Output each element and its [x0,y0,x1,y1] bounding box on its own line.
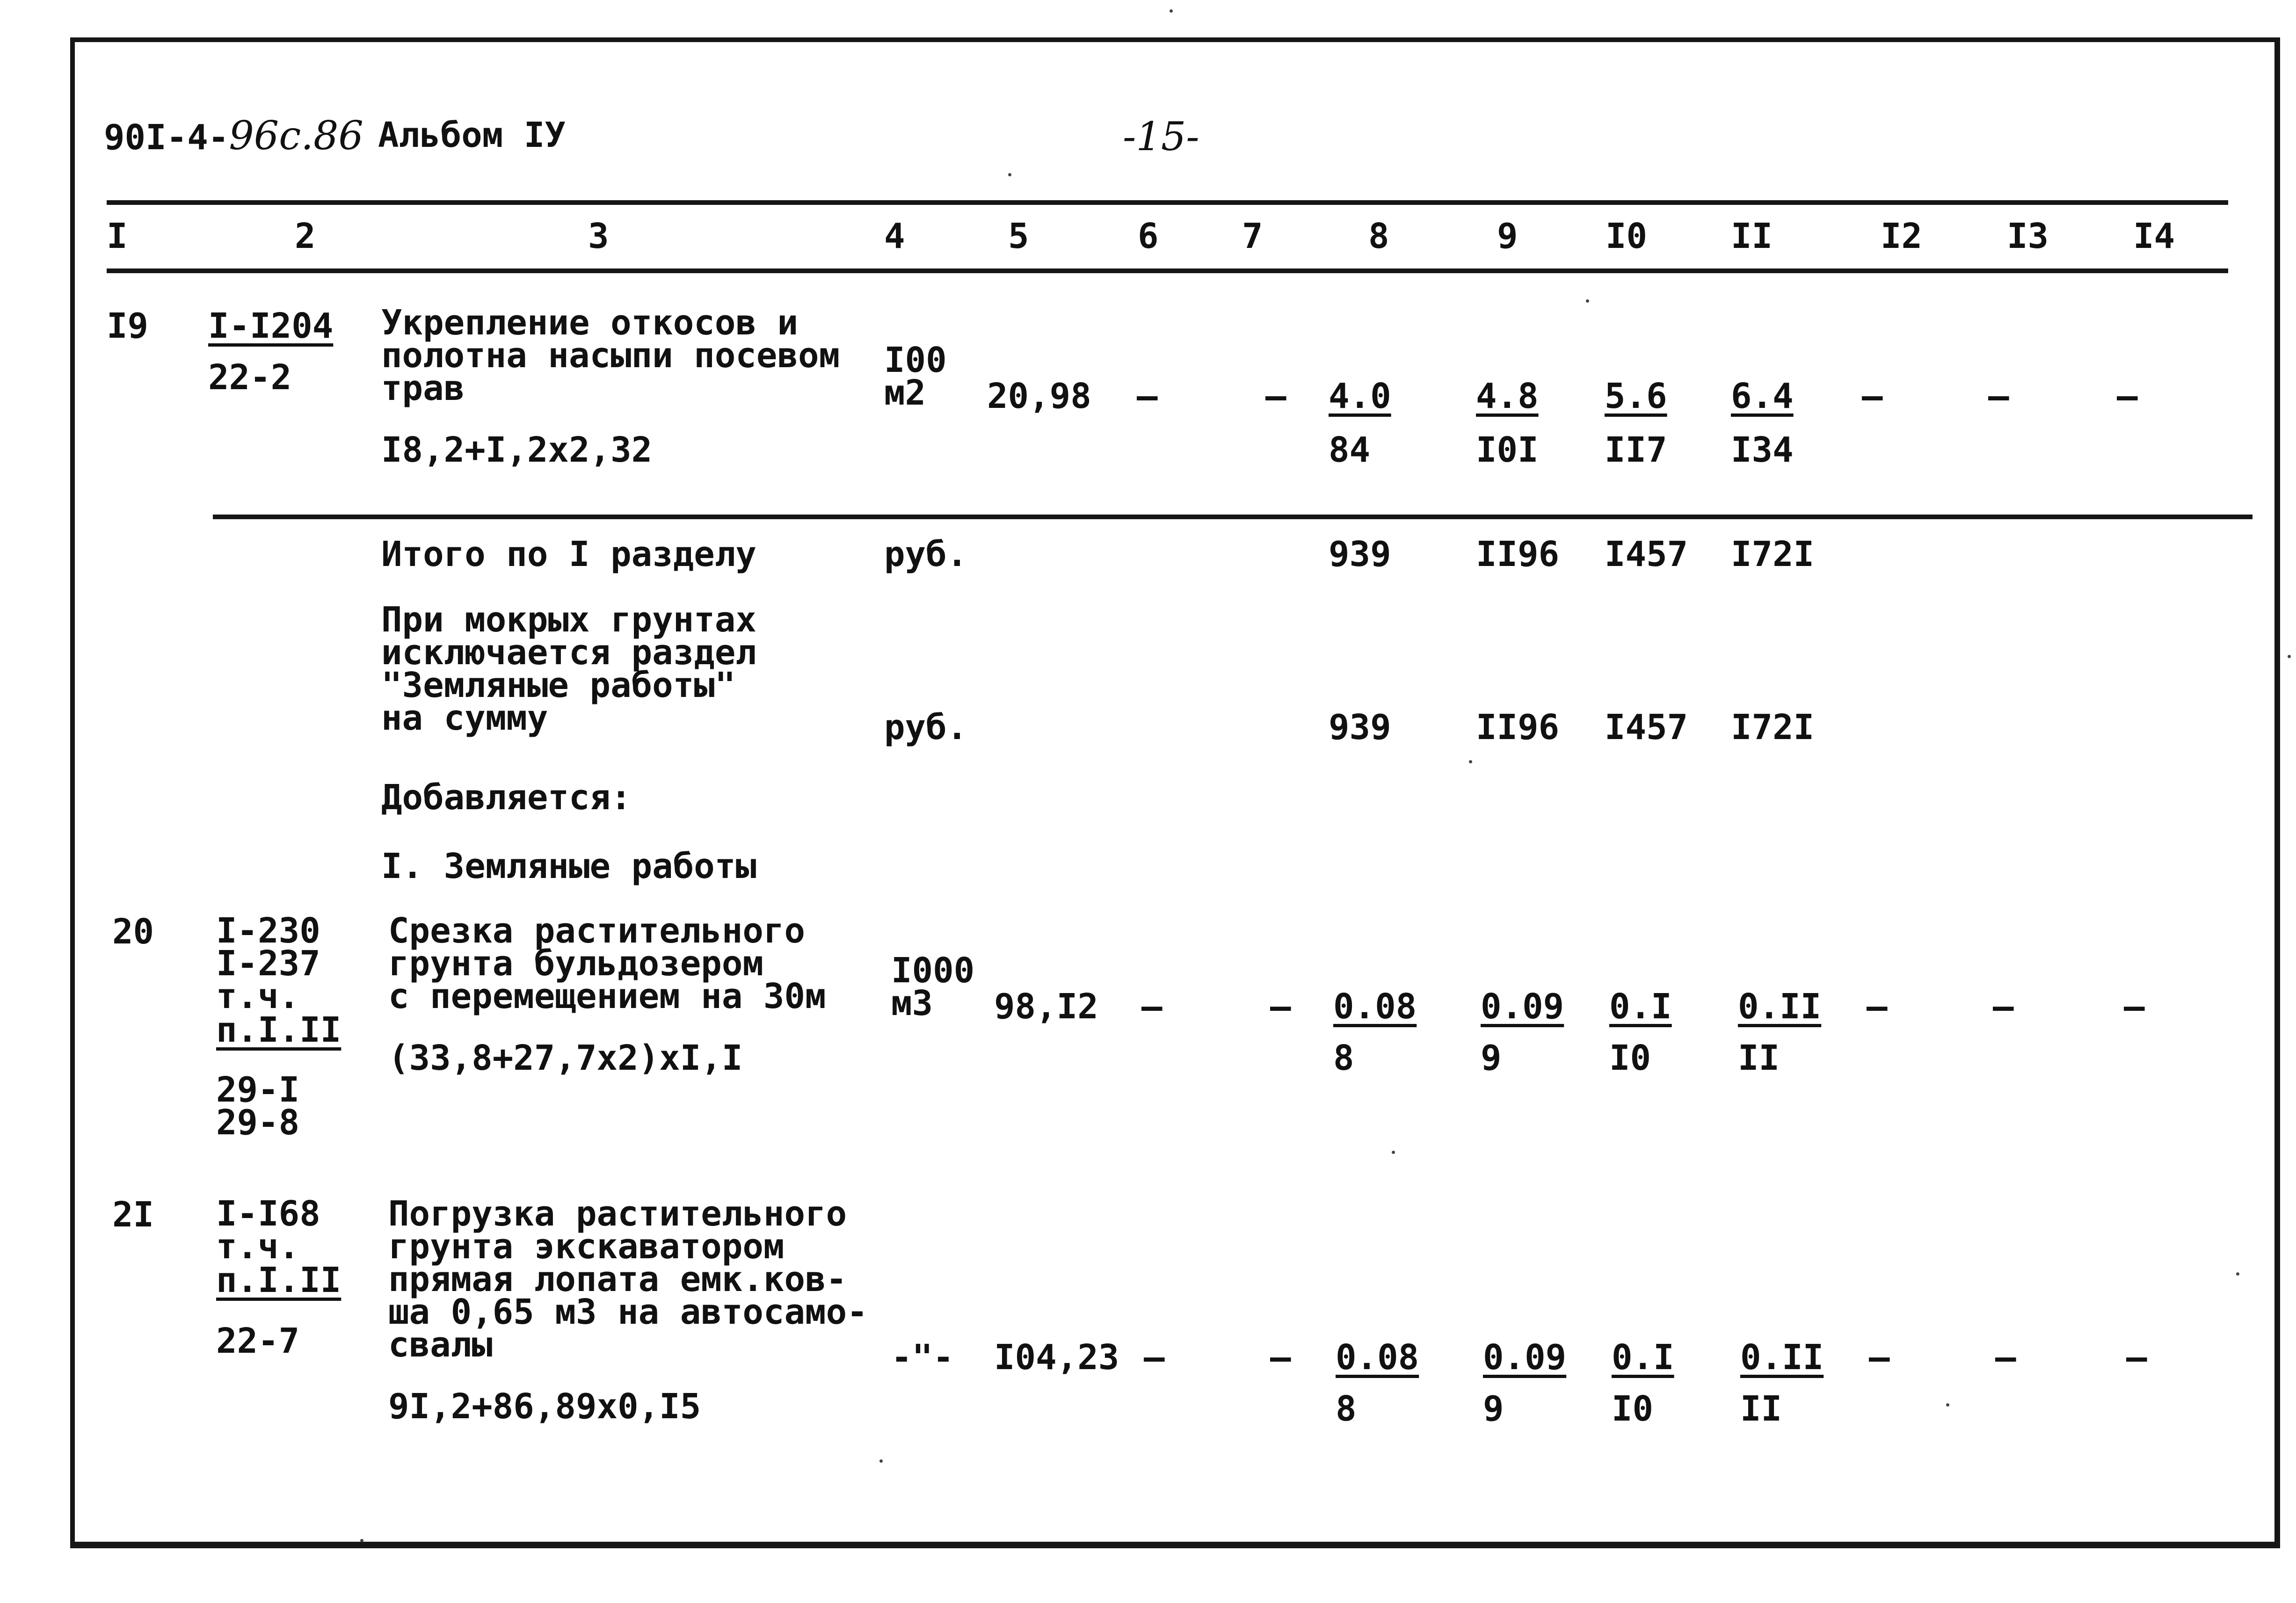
total-col11: I72I [1731,534,1815,574]
total-col10: I457 [1605,534,1688,574]
page-number: -15- [1123,114,1199,160]
header-rule-bottom [107,268,2228,273]
norm-code: I-230 I-237 т.ч. [216,911,320,1016]
work-description: Срезка растительного грунта бульдозером с перемещением на 30м [388,911,826,1016]
col9-top: 0.09 [1483,1337,1567,1378]
col10-bottom: II7 [1605,430,1667,470]
col11-bottom: I34 [1731,430,1794,470]
doc-code: 90I-4-96с.86 [104,113,363,159]
col-header-6: 6 [1138,216,1159,256]
added-label: Добавляется: [381,777,632,818]
wet-soil-col10: I457 [1605,707,1688,747]
col-header-3: 3 [588,216,609,256]
col10-bottom: I0 [1612,1389,1654,1429]
work-description: Укрепление откосов и полотна насыпи посевом трав [381,303,840,408]
col11-top: 0.II [1738,986,1822,1027]
row-number: 20 [112,912,154,952]
col8-top: 4.0 [1329,376,1391,416]
col-header-2: 2 [295,216,316,256]
col10-top: 0.I [1609,986,1672,1027]
col11-bottom: II [1738,1038,1780,1078]
total-unit: руб. [884,534,968,574]
total-col9: II96 [1476,534,1560,574]
total-col8: 939 [1329,534,1391,574]
col9-bottom: 9 [1481,1038,1502,1078]
col-header-14: I4 [2133,216,2175,256]
norm-code-2: 22-7 [216,1321,300,1361]
row-number: 2I [112,1195,154,1235]
col8-top: 0.08 [1336,1337,1419,1378]
col8-bottom: 8 [1333,1038,1354,1078]
album-label: Альбом IУ [378,115,566,155]
unit-price: I04,23 [994,1337,1119,1378]
col6-value: – [1141,986,1163,1027]
volume-formula: 9I,2+86,89х0,I5 [388,1386,701,1427]
header-rule-top [107,200,2228,205]
volume-formula: (33,8+27,7х2)хI,I [388,1038,743,1078]
wet-soil-unit: руб. [884,707,968,747]
col7-value: – [1270,1337,1291,1378]
col-header-1: I [107,216,128,256]
norm-code: I-I68 т.ч. [216,1194,320,1267]
col-header-5: 5 [1008,216,1029,256]
norm-code-section: п.I.II [216,1010,341,1050]
section-title: I. Земляные работы [381,846,756,886]
unit-price: 20,98 [987,376,1091,416]
col12-value: – [1867,986,1888,1027]
wet-soil-col11: I72I [1731,707,1815,747]
col6-value: – [1137,376,1158,416]
col13-value: – [1993,986,2014,1027]
col13-value: – [1988,376,2009,416]
col9-bottom: 9 [1483,1389,1504,1429]
unit: I000 м3 [891,950,975,1023]
norm-code-section: п.I.II [216,1260,341,1300]
col11-top: 6.4 [1731,376,1794,416]
col8-bottom: 8 [1336,1389,1357,1429]
col9-top: 0.09 [1481,986,1564,1027]
total-label: Итого по I разделу [381,534,756,574]
unit: I00 м2 [884,340,947,413]
unit-price: 98,I2 [994,986,1098,1027]
col12-value: – [1869,1337,1890,1378]
col9-top: 4.8 [1476,376,1539,416]
col14-value: – [2126,1337,2147,1378]
col-header-8: 8 [1368,216,1389,256]
col11-bottom: II [1740,1389,1782,1429]
col-header-7: 7 [1242,216,1263,256]
col10-bottom: I0 [1609,1038,1651,1078]
col-header-13: I3 [2007,216,2049,256]
volume-formula: I8,2+I,2х2,32 [381,430,653,470]
col11-top: 0.II [1740,1337,1824,1378]
unit: -"- [891,1337,954,1378]
wet-soil-text: При мокрых грунтах исключается раздел "Земляные работы" на сумму [381,600,756,738]
col6-value: – [1144,1337,1165,1378]
col13-value: – [1995,1337,2016,1378]
col10-top: 0.I [1612,1337,1674,1378]
col8-top: 0.08 [1333,986,1417,1027]
col-header-11: II [1731,216,1773,256]
work-description: Погрузка растительного грунта экскаватором прямая лопата емк.ков- ша 0,65 м3 на автосамо- свалы [388,1194,868,1365]
norm-code: I-I204 [208,306,334,346]
col-header-9: 9 [1497,216,1518,256]
col9-bottom: I0I [1476,430,1539,470]
col8-bottom: 84 [1329,430,1371,470]
col7-value: – [1265,376,1286,416]
row-number: I9 [107,306,149,346]
norm-code-2: 29-I 29-8 [216,1070,300,1143]
col12-value: – [1862,376,1883,416]
col7-value: – [1270,986,1291,1027]
wet-soil-col9: II96 [1476,707,1560,747]
col10-top: 5.6 [1605,376,1667,416]
norm-code-2: 22-2 [208,357,292,398]
col-header-12: I2 [1881,216,1923,256]
col-header-4: 4 [884,216,905,256]
col14-value: – [2117,376,2138,416]
section-rule [213,515,2252,519]
wet-soil-col8: 939 [1329,707,1391,747]
col-header-10: I0 [1606,216,1648,256]
col14-value: – [2124,986,2145,1027]
